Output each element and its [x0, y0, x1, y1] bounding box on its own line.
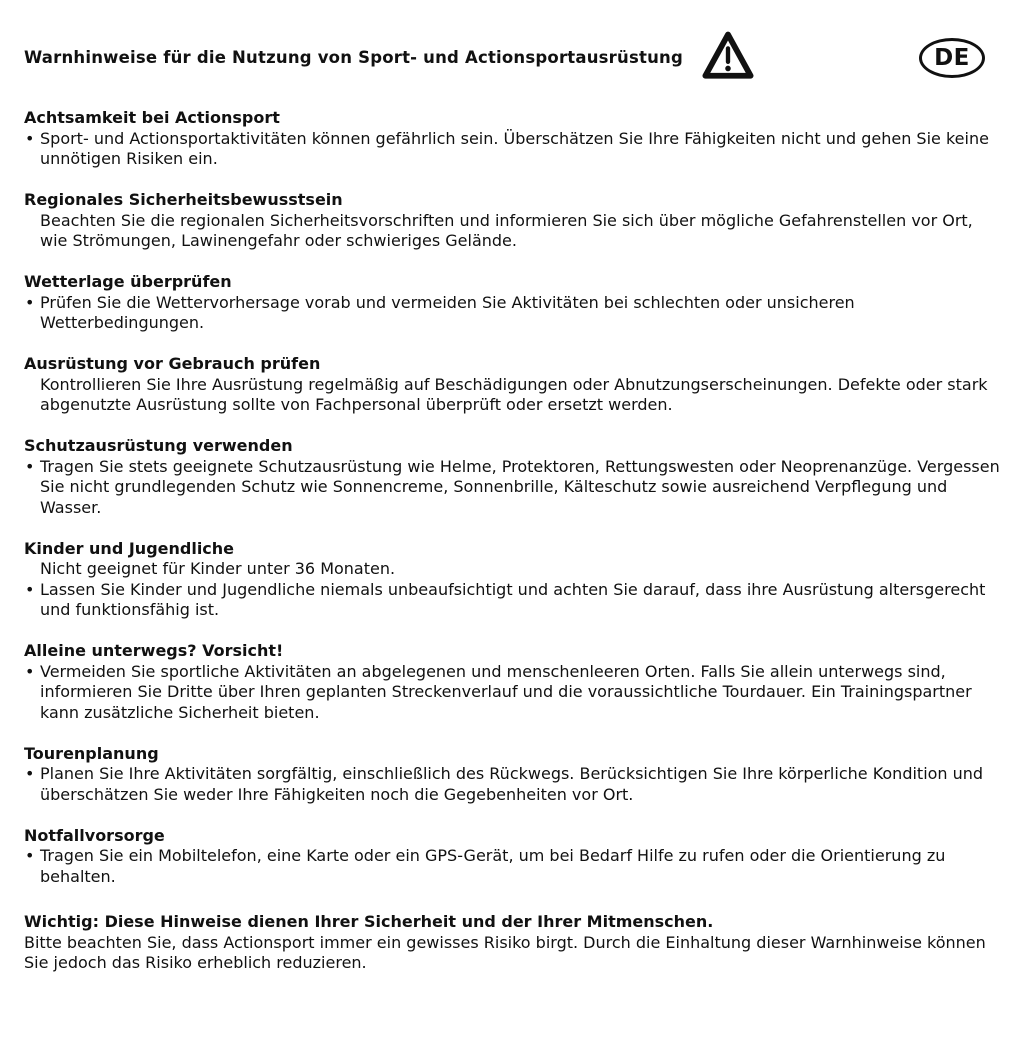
section-heading: Schutzausrüstung verwenden — [24, 436, 293, 455]
section — [24, 108, 1004, 170]
bullet-marker: • — [25, 846, 35, 865]
warnings-list — [24, 108, 1004, 887]
section — [24, 190, 1004, 252]
section — [24, 744, 1004, 806]
section-heading: Ausrüstung vor Gebrauch prüfen — [24, 354, 321, 373]
warning-triangle-icon — [699, 27, 757, 85]
section-heading: Alleine unterwegs? Vorsicht! — [24, 641, 284, 660]
item-text: Nicht geeignet für Kinder unter 36 Monaten. — [40, 559, 396, 578]
bullet-marker: • — [25, 456, 35, 476]
section — [24, 272, 1004, 334]
section-item — [24, 457, 1004, 519]
bullet-marker: • — [25, 764, 35, 783]
section-item — [24, 211, 1004, 252]
bullet-marker: • — [25, 579, 35, 599]
item-text: Vermeiden Sie sportliche Aktivitäten an abgelegenen und menschenleeren Orten. Falls Sie allein unterwegs sind, informieren Sie Dritte über Ihren geplanten Streckenverlauf und die voraussichtliche Tourdauer. Ein Trainingspartner kann zusätzliche Sicherheit bieten. — [40, 661, 972, 722]
section — [24, 354, 1004, 416]
section — [24, 641, 1004, 723]
section-item — [24, 293, 1004, 334]
section — [24, 539, 1004, 621]
section-item — [24, 375, 1004, 416]
bullet-marker: • — [25, 292, 35, 312]
item-text: Lassen Sie Kinder und Jugendliche niemals unbeaufsichtigt und achten Sie darauf, dass ihre Ausrüstung altersgerecht und funktionsfähig ist. — [40, 579, 986, 619]
section-heading: Regionales Sicherheitsbewusstsein — [24, 190, 343, 209]
section-heading: Notfallvorsorge — [24, 825, 165, 845]
item-text: Kontrollieren Sie Ihre Ausrüstung regelmäßig auf Beschädigungen oder Abnutzungserscheinungen. Defekte oder stark abgenutzte Ausrüstung sollte von Fachpersonal überprüft oder ersetzt werden. — [40, 374, 988, 414]
section-heading: Tourenplanung — [24, 743, 159, 763]
bullet-marker: • — [25, 661, 35, 681]
bullet-marker: • — [25, 128, 35, 148]
document-header — [24, 28, 1004, 88]
item-text: Tragen Sie stets geeignete Schutzausrüstung wie Helme, Protektoren, Rettungswesten oder Neoprenanzüge. Vergessen Sie nicht grundlegenden Schutz wie Sonnencreme, Sonnenbrille, Kälteschutz sowie ausreichend Verpflegung und Wasser. — [40, 456, 1000, 517]
section-item — [24, 846, 1004, 887]
item-text: Tragen Sie ein Mobiltelefon, eine Karte oder ein GPS-Gerät, um bei Bedarf Hilfe zu rufen oder die Orientierung zu behalten. — [40, 846, 946, 886]
page-title: Warnhinweise für die Nutzung von Sport- und Actionsportausrüstung — [24, 47, 683, 67]
language-badge: DE — [919, 38, 985, 78]
section-item — [24, 559, 1004, 580]
section-item — [24, 580, 1004, 621]
footer — [24, 912, 1004, 974]
section-heading: Achtsamkeit bei Actionsport — [24, 108, 280, 127]
section-item — [24, 764, 1004, 805]
footer-note: Bitte beachten Sie, dass Actionsport immer ein gewisses Risiko birgt. Durch die Einhaltung dieser Warnhinweise können Sie jedoch das Risiko erheblich reduzieren. — [24, 932, 986, 972]
section-heading: Kinder und Jugendliche — [24, 538, 235, 558]
item-text: Planen Sie Ihre Aktivitäten sorgfältig, einschließlich des Rückwegs. Berücksichtigen Sie Ihre körperliche Kondition und überschätzen Sie weder Ihre Fähigkeiten noch die Gegebenheiten vor Ort. — [40, 764, 984, 804]
footer-important: Wichtig: Diese Hinweise dienen Ihrer Sicherheit und der Ihrer Mitmenschen. — [24, 912, 714, 931]
section-heading: Wetterlage überprüfen — [24, 272, 232, 291]
section-item — [24, 129, 1004, 170]
section — [24, 436, 1004, 518]
section — [24, 826, 1004, 888]
item-text: Prüfen Sie die Wettervorhersage vorab und vermeiden Sie Aktivitäten bei schlechten oder unsicheren Wetterbedingungen. — [40, 292, 855, 332]
section-item — [24, 662, 1004, 724]
item-text: Sport- und Actionsportaktivitäten können gefährlich sein. Überschätzen Sie Ihre Fähigkeiten nicht und gehen Sie keine unnötigen Risiken ein. — [40, 128, 989, 168]
item-text: Beachten Sie die regionalen Sicherheitsvorschriften und informieren Sie sich über mögliche Gefahrenstellen vor Ort, wie Strömungen, Lawinengefahr oder schwieriges Gelände. — [40, 210, 973, 250]
